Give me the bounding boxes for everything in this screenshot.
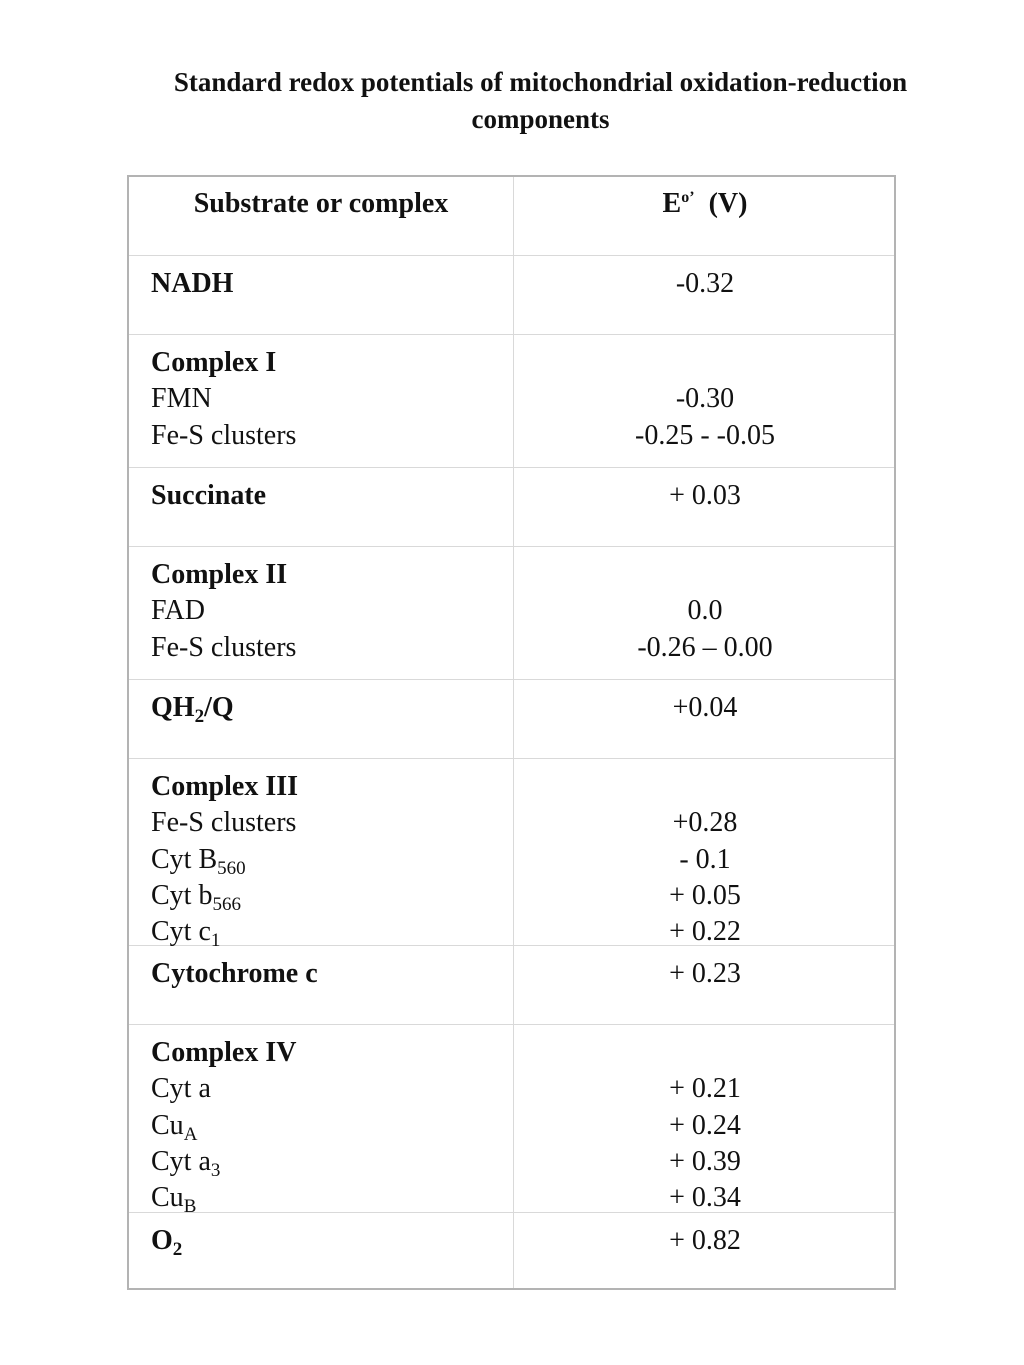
row-group xyxy=(151,557,501,666)
component-name: Fe-S clusters xyxy=(151,419,297,451)
row-values xyxy=(514,345,896,454)
component-value: + 0.24 xyxy=(669,1109,741,1141)
component-name: Fe-S clusters xyxy=(151,631,297,663)
table-row xyxy=(129,335,894,468)
header-substrate: Substrate or complex xyxy=(193,188,449,219)
component-name: Cyt $B_{560}$ xyxy=(151,843,246,879)
redox-table xyxy=(127,175,896,1290)
table-row xyxy=(129,256,894,335)
row-value: +0.04 xyxy=(672,692,738,723)
row-label: $QH_2/Q$ xyxy=(151,692,234,727)
component-value: - 0.1 xyxy=(679,843,731,875)
component-value: +0.28 xyxy=(672,807,738,839)
row-values xyxy=(514,557,896,666)
row-values xyxy=(514,769,896,950)
row-value: -0.32 xyxy=(675,268,735,299)
component-name: FMN xyxy=(151,383,212,415)
header-potential: $E^{o’}$ (V) xyxy=(662,188,748,219)
component-name: FAD xyxy=(151,595,205,627)
table-row xyxy=(129,547,894,680)
table-row xyxy=(129,1213,894,1290)
page-title: Standard redox potentials of mitochondrial oxidation-reduction components xyxy=(173,67,908,134)
component-value: + 0.34 xyxy=(669,1182,741,1214)
component-value: -0.26 – 0.00 xyxy=(637,631,773,663)
component-name: $Cu_A$ xyxy=(151,1109,198,1145)
row-value: + 0.23 xyxy=(669,958,741,989)
table-row xyxy=(129,680,894,759)
component-value: + 0.05 xyxy=(669,879,741,911)
row-label: Complex IV xyxy=(151,1037,297,1068)
component-name: Cyt $c_1$ xyxy=(151,916,221,952)
row-group xyxy=(151,345,501,454)
row-value: + 0.03 xyxy=(669,480,741,511)
component-name: Fe-S clusters xyxy=(151,807,297,839)
component-name: Cyt $a_3$ xyxy=(151,1145,221,1181)
table-header-row xyxy=(129,177,894,256)
row-group xyxy=(151,769,501,950)
row-label: Succinate xyxy=(151,480,267,511)
component-value: -0.25 - -0.05 xyxy=(635,419,775,451)
component-value: -0.30 xyxy=(675,383,735,415)
component-value: 0.0 xyxy=(687,595,723,627)
row-label: NADH xyxy=(151,268,234,299)
table-row xyxy=(129,468,894,547)
row-label: Complex I xyxy=(151,347,277,378)
row-values xyxy=(514,1035,896,1216)
component-name: $Cu_B$ xyxy=(151,1182,197,1218)
table-row xyxy=(129,759,894,952)
table-row xyxy=(129,946,894,1025)
row-label: Complex III xyxy=(151,771,299,802)
component-value: + 0.22 xyxy=(669,916,741,948)
row-group xyxy=(151,1035,501,1216)
row-label: $O_2$ xyxy=(151,1225,183,1260)
component-name: Cyt $b_{566}$ xyxy=(151,879,241,915)
row-value: + 0.82 xyxy=(669,1225,741,1256)
row-label: Cytochrome c xyxy=(151,958,318,989)
component-name: Cyt a xyxy=(151,1073,211,1105)
table-row xyxy=(129,1025,894,1218)
component-value: + 0.21 xyxy=(669,1073,741,1105)
row-label: Complex II xyxy=(151,559,288,590)
component-value: + 0.39 xyxy=(669,1145,741,1177)
